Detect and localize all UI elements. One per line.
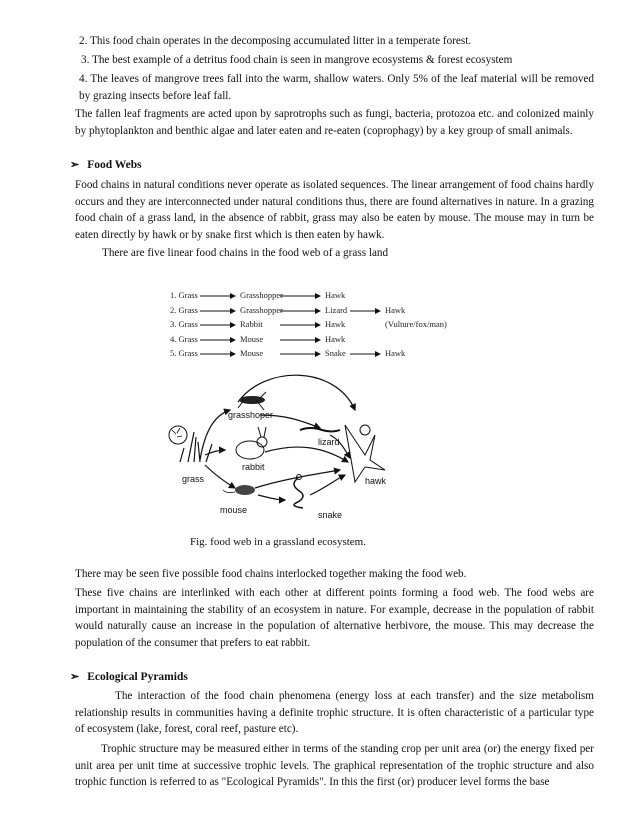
heading-food-webs-text: Food Webs bbox=[87, 159, 142, 171]
arrow-rabbit-hawk bbox=[265, 447, 348, 462]
grasshopper-illustration bbox=[238, 392, 266, 410]
chain-arrow-icon bbox=[280, 321, 322, 329]
paragraph-trophic-structure: The interaction of the food chain phenomena (energy loss at each transfer) and the size metabolism relationship results in communities having a definite trophic structure. It is often characteristic of a particular type of ecosystem (lake, forest, coral reef, pasture etc). bbox=[75, 690, 594, 735]
bullet-arrow-icon: ➢ bbox=[70, 671, 80, 683]
arrow-mouse-snake bbox=[258, 495, 285, 500]
arrow-snake-hawk bbox=[310, 475, 345, 495]
food-chain-organism: (Vulture/fox/man) bbox=[385, 319, 447, 329]
food-chain-row bbox=[170, 319, 470, 331]
figure-caption: Fig. food web in a grassland ecosystem. bbox=[190, 536, 366, 548]
label-hawk: hawk bbox=[365, 476, 387, 486]
food-chain-list bbox=[170, 290, 470, 370]
bullet-arrow-icon: ➢ bbox=[70, 159, 80, 171]
food-chain-organism: Mouse bbox=[240, 348, 264, 358]
chain-arrow-icon bbox=[280, 307, 322, 315]
label-snake: snake bbox=[318, 510, 343, 520]
text-line-4: 4. The leaves of mangrove trees fall into the warm, shallow waters. Only 5% of the leaf material will be removed by grazing insects before leaf fall. bbox=[79, 73, 594, 102]
chain-arrow-icon bbox=[280, 336, 322, 344]
food-chain-organism: Grasshopper bbox=[240, 304, 283, 315]
heading-food-webs bbox=[70, 158, 142, 171]
mouse-illustration bbox=[223, 485, 255, 495]
chain-arrow-icon bbox=[350, 307, 382, 315]
food-chain-organism: Hawk bbox=[325, 290, 346, 300]
chain-arrow-icon bbox=[200, 350, 237, 358]
chain-arrow-icon bbox=[280, 350, 322, 358]
food-chain-organism: 5. Grass bbox=[170, 348, 198, 358]
food-chain-row bbox=[170, 334, 470, 346]
food-chain-row bbox=[170, 348, 470, 360]
paragraph-saprotrophs: The fallen leaf fragments are acted upon by saprotrophs such as fungi, bacteria, protozoa etc. and colonized mainly by phytoplankton and benthic algae and later eaten and re-eaten (coprophagy) by a key group of small animals. bbox=[75, 108, 594, 137]
chain-arrow-icon bbox=[350, 350, 382, 358]
chain-arrow-icon bbox=[200, 292, 237, 300]
label-mouse: mouse bbox=[220, 505, 248, 515]
chain-arrow-icon bbox=[200, 307, 237, 315]
paragraph-food-webs: Food chains in natural conditions never operate as isolated sequences. The linear arrangement of food chains hardly occurs and they are interconnected under natural conditions thus, there are found alternatives in nature. In a grazing food chain of a grass land, in the absence of rabbit, grass may also be eaten by mouse. The mouse may in turn be eaten directly by hawk or by snake first which is then eaten by hawk. bbox=[75, 179, 594, 241]
heading-ecological-pyramids-text: Ecological Pyramids bbox=[87, 671, 188, 683]
food-chain-organism: Grasshopper bbox=[240, 290, 283, 300]
food-chain-organism: Snake bbox=[325, 348, 346, 358]
text-line-2: 2. This food chain operates in the decomposing accumulated litter in a temperate forest. bbox=[79, 35, 472, 47]
text-five-chains: There are five linear food chains in the food web of a grass land bbox=[102, 247, 389, 259]
arrow-grass-grasshopper bbox=[200, 410, 230, 460]
label-lizard: lizard bbox=[318, 437, 340, 447]
food-chain-organism: Hawk bbox=[325, 333, 346, 344]
food-chain-organism: 1. Grass bbox=[170, 290, 198, 300]
snake-illustration bbox=[294, 475, 303, 509]
food-web-diagram bbox=[160, 370, 400, 525]
text-five-chains-interlocked: There may be seen five possible food chains interlocked together making the food web. bbox=[75, 568, 467, 580]
food-chain-organism: Hawk bbox=[325, 319, 346, 329]
hawk-illustration bbox=[345, 425, 385, 482]
food-chain-row bbox=[170, 290, 470, 302]
food-chain-organism: 3. Grass bbox=[170, 319, 198, 329]
label-grasshopper: grasshoper bbox=[228, 410, 274, 420]
label-rabbit: rabbit bbox=[242, 462, 265, 472]
food-chain-organism: Hawk bbox=[385, 304, 406, 315]
food-chain-organism: 2. Grass bbox=[170, 304, 198, 315]
arrow-grass-mouse bbox=[205, 465, 235, 488]
lizard-illustration bbox=[300, 428, 340, 432]
text-line-3: 3. The best example of a detritus food chain is seen in mangrove ecosystems & forest ecosystem bbox=[81, 54, 513, 66]
arrow-grasshopper-hawk bbox=[238, 375, 355, 410]
rabbit-illustration bbox=[236, 427, 267, 459]
grass-illustration bbox=[169, 426, 212, 462]
food-chain-organism: Rabbit bbox=[240, 319, 263, 329]
chain-arrow-icon bbox=[200, 321, 237, 329]
food-chain-organism: 4. Grass bbox=[170, 333, 198, 344]
paragraph-ecological-pyramids: Trophic structure may be measured either in terms of the standing crop per unit area (or) the energy fixed per unit area per unit time at successive trophic levels. The graphical representation of the trophic structure and also trophic function is referred to as "Ecological Pyramids". In this the first (or) producer level forms the base bbox=[75, 743, 594, 788]
food-chain-organism: Hawk bbox=[385, 348, 406, 358]
chain-arrow-icon bbox=[200, 336, 237, 344]
label-grass: grass bbox=[182, 474, 205, 484]
paragraph-interlinked: These five chains are interlinked with each other at different points forming a food web. The food webs are important in maintaining the stability of an ecosystem in nature. For example, decrease in the population of rabbit would naturally cause an increase in the population of alternative herbivore, the mouse. This may decrease the population of the consumer that prefers to eat rabbit. bbox=[75, 587, 594, 649]
chain-arrow-icon bbox=[280, 292, 322, 300]
food-chain-organism: Mouse bbox=[240, 333, 264, 344]
food-chain-row bbox=[170, 305, 470, 317]
heading-ecological-pyramids bbox=[70, 670, 188, 683]
food-chain-organism: Lizard bbox=[325, 304, 348, 315]
